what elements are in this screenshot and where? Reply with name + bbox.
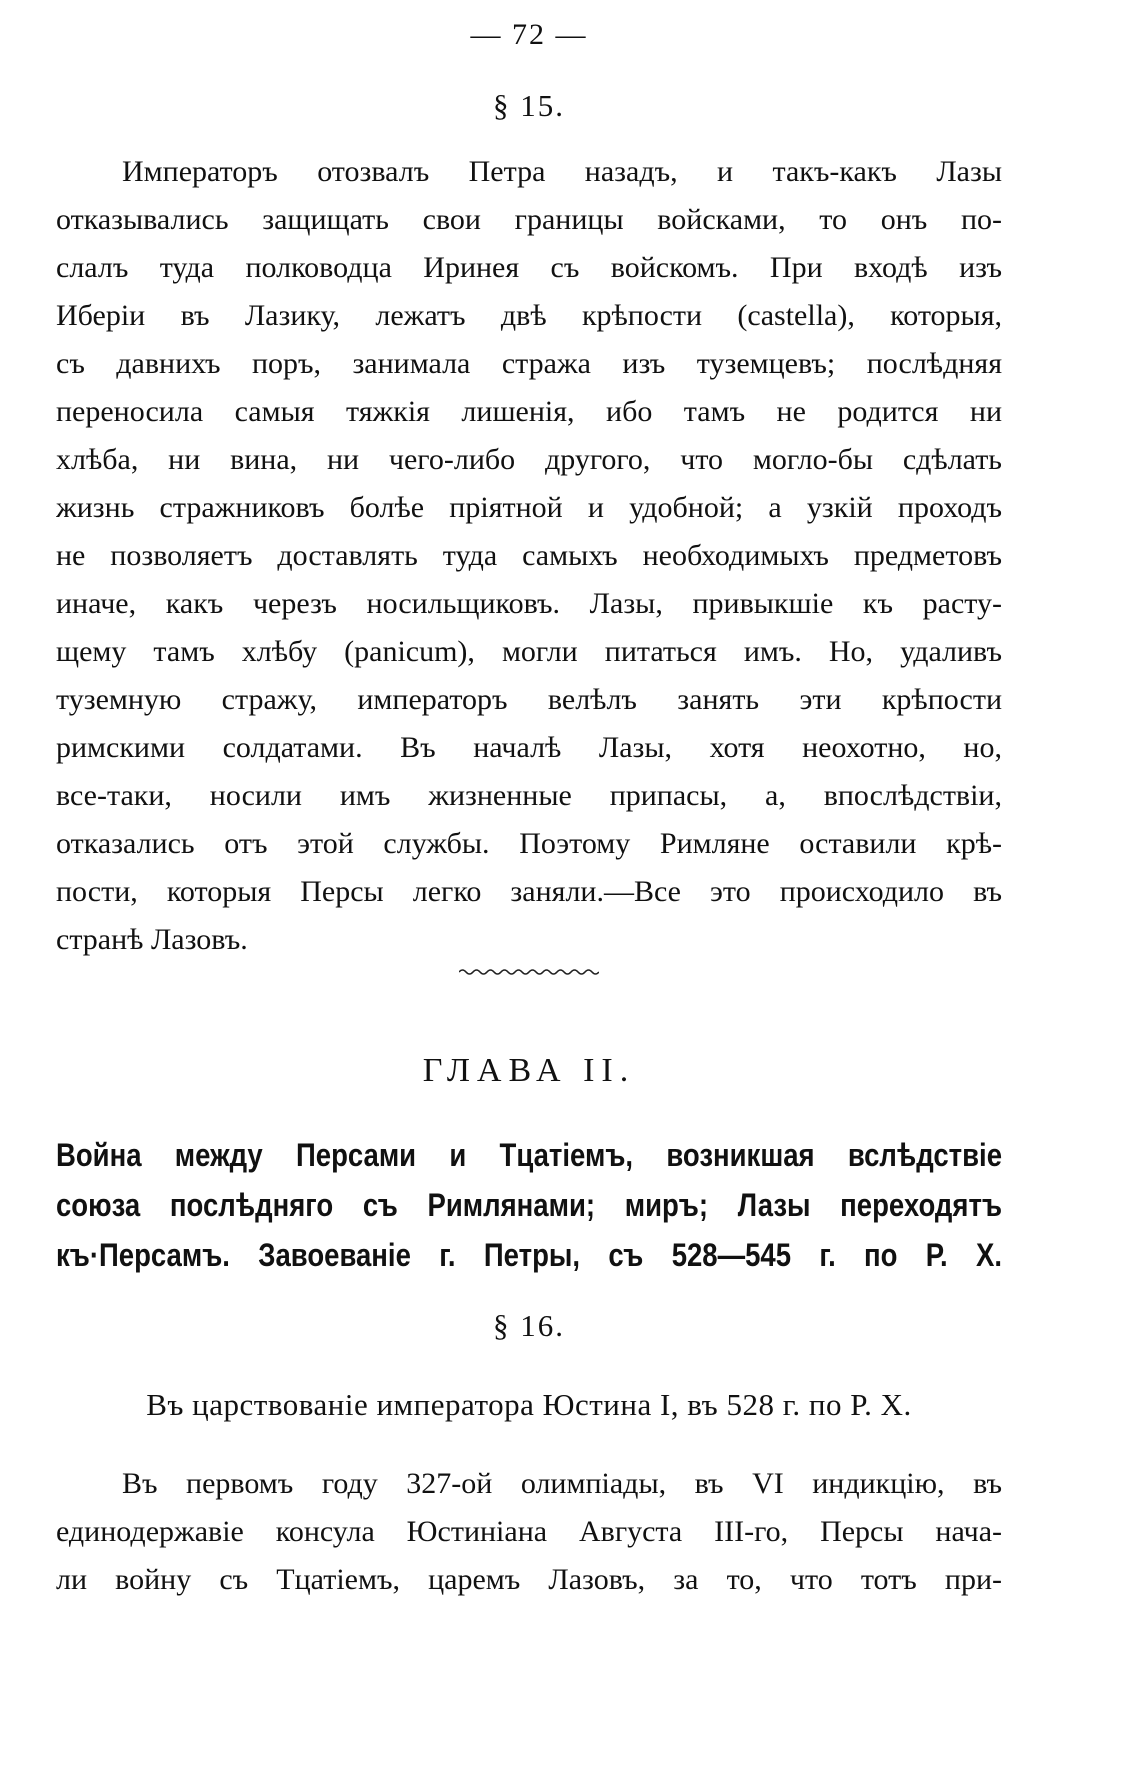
text-line: не позволяетъ доставлять туда самыхъ необходимыхъ предметовъ	[56, 539, 1002, 572]
text-line: переносила самыя тяжкія лишенія, ибо тамъ не родится ни	[56, 395, 1002, 428]
text-line: слалъ туда полководца Иринея съ войскомъ. При входѣ изъ	[56, 251, 1002, 284]
section-heading-16: § 16.	[493, 1308, 565, 1343]
text-line: хлѣба, ни вина, ни чего-либо другого, что могло-бы сдѣлать	[56, 443, 1002, 476]
text-line: туземную стражу, императоръ велѣлъ занять эти крѣпости	[56, 683, 1002, 716]
chapter-subtitle	[56, 1130, 1002, 1280]
subtitle-line: союза послѣдняго съ Римлянами; миръ; Лазы переходятъ	[56, 1187, 1002, 1223]
section-15-paragraph	[56, 148, 1002, 964]
text-line: единодержавіе консула Юстиніана Августа III-го, Персы нача-	[56, 1515, 1002, 1548]
text-line: щему тамъ хлѣбу (panicum), могли питаться имъ. Но, удаливъ	[56, 635, 1002, 668]
text-line: римскими солдатами. Въ началѣ Лазы, хотя неохотно, но,	[56, 731, 1002, 764]
text-line: съ давнихъ поръ, занимала стража изъ туземцевъ; послѣдняя	[56, 347, 1002, 380]
text-line: все-таки, носили имъ жизненные припасы, а, впослѣдствіи,	[56, 779, 1002, 812]
text-line: ли войну съ Тцатіемъ, царемъ Лазовъ, за то, что тотъ при-	[56, 1563, 1002, 1596]
wavy-divider	[459, 966, 599, 978]
page-number: — 72 —	[470, 18, 588, 51]
text-line: пости, которыя Персы легко заняли.—Все это происходило въ	[56, 875, 1002, 908]
chapter-title: ГЛАВА II.	[422, 1052, 636, 1089]
text-line: странѣ Лазовъ.	[56, 923, 248, 956]
subtitle-line: Война между Персами и Тцатіемъ, возникшая вслѣдствіе	[56, 1137, 1002, 1173]
text-line: иначе, какъ черезъ носильщиковъ. Лазы, привыкшіе къ расту-	[56, 587, 1002, 620]
text-line: отказались отъ этой службы. Поэтому Римляне оставили крѣ-	[56, 827, 1002, 860]
text-line: Императоръ отозвалъ Петра назадъ, и такъ-какъ Лазы	[122, 155, 1002, 188]
section-heading-15: § 15.	[493, 88, 565, 123]
text-line: Въ первомъ году 327-ой олимпіады, въ VI индикцію, въ	[122, 1467, 1002, 1500]
text-line: Иберіи въ Лазику, лежатъ двѣ крѣпости (castella), которыя,	[56, 299, 1002, 332]
subtitle-line: къ·Персамъ. Завоеваніе г. Петры, съ 528—545 г. по Р. Х.	[56, 1237, 1002, 1273]
text-line: жизнь стражниковъ болѣе пріятной и удобной; а узкій проходъ	[56, 491, 1002, 524]
text-line: отказывались защищать свои границы войсками, то онъ по-	[56, 203, 1002, 236]
section-16-paragraph	[56, 1460, 1002, 1604]
reign-line: Въ царствованіе императора Юстина I, въ 528 г. по Р. Х.	[146, 1387, 912, 1422]
